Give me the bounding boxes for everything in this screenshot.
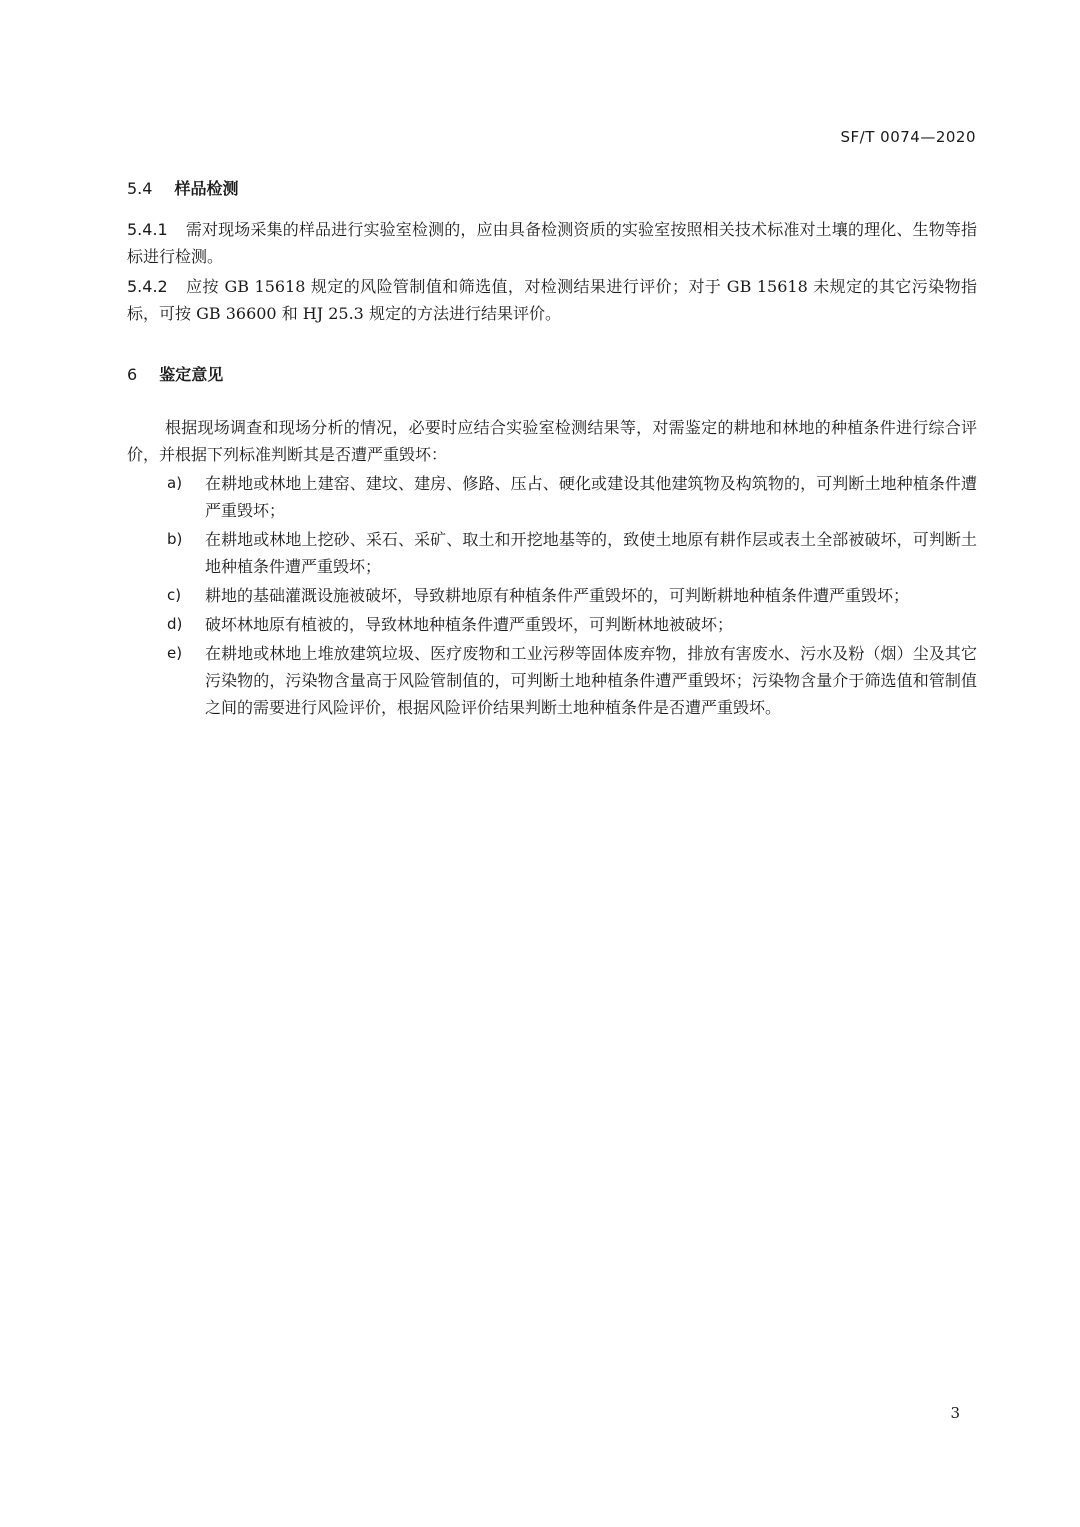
list-item — [127, 582, 977, 609]
section-heading-6 — [127, 362, 223, 385]
section-number: 5.4 — [127, 179, 153, 198]
criteria-list — [127, 470, 977, 723]
list-marker: e) — [167, 644, 183, 662]
list-item-text: 破坏林地原有植被的，导致林地种植条件遭严重毁坏，可判断林地被破坏； — [205, 615, 734, 634]
list-marker: c) — [167, 586, 182, 604]
list-item — [127, 640, 977, 721]
clause-text: 需对现场采集的样品进行实验室检测的，应由具备检测资质的实验室按照相关技术标准对土壤的理化、生物等指标进行检测。 — [127, 220, 977, 266]
list-item-text: 在耕地或林地上堆放建筑垃圾、医疗废物和工业污秽等固体废弃物，排放有害废水、污水及粉（烟）尘及其它污染物的，污染物含量高于风险管制值的，可判断土地种植条件遭严重毁坏；污染物含量介于筛选值和管制值之间的需要进行风险评价，根据风险评价结果判断土地种植条件是否遭严重毁坏。 — [205, 644, 977, 717]
standard-code: SF/T 0074—2020 — [840, 128, 976, 146]
list-item — [127, 470, 977, 524]
clause-number: 5.4.2 — [127, 277, 168, 296]
list-marker: b) — [167, 530, 183, 548]
clause-5-4-2 — [127, 273, 977, 327]
list-item-text: 在耕地或林地上建窑、建坟、建房、修路、压占、硬化或建设其他建筑物及构筑物的，可判断土地种植条件遭严重毁坏； — [205, 474, 977, 520]
page-number: 3 — [950, 1404, 960, 1422]
list-item — [127, 526, 977, 580]
section-title: 样品检测 — [174, 179, 239, 198]
list-marker: a) — [167, 474, 183, 492]
list-item-text: 在耕地或林地上挖砂、采石、采矿、取土和开挖地基等的，致使土地原有耕作层或表土全部被破坏，可判断土地种植条件遭严重毁坏； — [205, 530, 977, 576]
list-marker: d) — [167, 615, 183, 633]
clause-text: 应按 GB 15618 规定的风险管制值和筛选值，对检测结果进行评价；对于 GB 15618 未规定的其它污染物指标，可按 GB 36600 和 HJ 25.3 规定的方法进行结果评价。 — [127, 277, 977, 323]
clause-number: 5.4.1 — [127, 220, 168, 239]
list-item — [127, 611, 977, 638]
section-title: 鉴定意见 — [159, 365, 224, 384]
clause-5-4-1 — [127, 216, 977, 270]
section-heading-5-4 — [127, 176, 238, 199]
section-number: 6 — [127, 365, 138, 384]
section-6-intro: 根据现场调查和现场分析的情况，必要时应结合实验室检测结果等，对需鉴定的耕地和林地的种植条件进行综合评价，并根据下列标准判断其是否遭严重毁坏： — [127, 418, 977, 464]
list-item-text: 耕地的基础灌溉设施被破坏，导致耕地原有种植条件严重毁坏的，可判断耕地种植条件遭严重毁坏； — [205, 586, 910, 605]
